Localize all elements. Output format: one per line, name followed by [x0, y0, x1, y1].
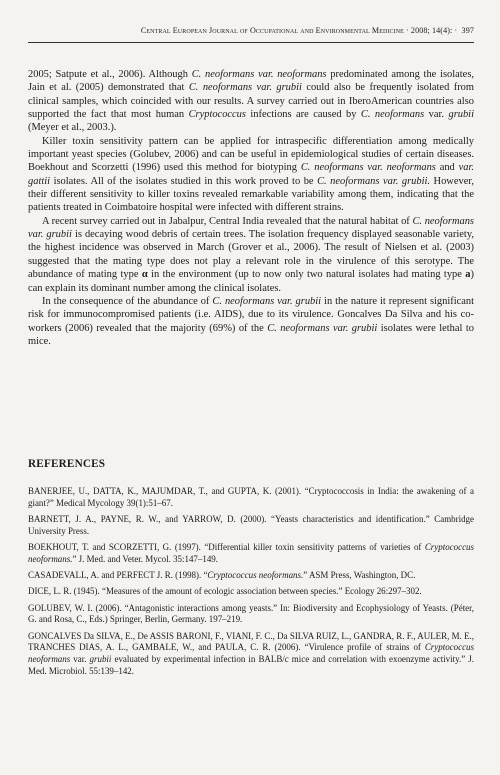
text-run: infections are caused by	[245, 109, 361, 121]
text-run: a	[465, 269, 471, 281]
text-run: could also be frequently isolated from clinical samples, which coincided with our results. A survey carried out in IberoAmerican countries also supported the fact that most human	[28, 82, 475, 121]
reference-list	[28, 486, 474, 682]
running-head	[28, 26, 474, 35]
text-run: GONCALVES Da SILVA, E., De ASSIS BARONI, F., VIANI, F. C., Da SILVA RUIZ, L., GANDRA, R. F., AULER, M. E., TRANCHES DIAS, A. L., GAMBALE, W., and PAULA, C. R. (2006). “Virulence profile of strains of	[28, 630, 474, 653]
italic-run: C. neoformans var. grubii.	[317, 175, 431, 187]
text-run: evaluated by experimental infection in BALB/c mice and correlation with exoenzyme activity.” J. Med. Microbiol. 55:139–142.	[28, 654, 474, 676]
italic-run: C. neoformans var. grubii	[188, 82, 302, 94]
text-run: and	[435, 162, 459, 174]
paragraph	[28, 215, 474, 295]
text-run: In the consequence of the abundance of	[42, 295, 213, 307]
text-run: GOLUBEV, W. I. (2006). “Antagonistic interactions among yeasts.” In: Biodiversity and Ecophysiology of Yeasts. (Péter, G. and Rosa, C., Eds.) Springer, Berlin, Germany. 197–219.	[28, 602, 474, 625]
italic-run: grubii	[448, 109, 474, 121]
reference-item	[28, 486, 474, 509]
italic-run: C. neoformans var. grubii	[267, 322, 378, 334]
text-run: ” J. Med. and Veter. Mycol. 35:147–149.	[72, 553, 218, 564]
reference-item	[28, 631, 474, 678]
paragraph	[28, 295, 474, 348]
reference-item	[28, 514, 474, 537]
body-text	[28, 68, 474, 348]
reference-item	[28, 603, 474, 626]
italic-run: Cryptococcus neoformans	[28, 642, 474, 664]
text-run: BOEKHOUT, T. and SCORZETTI, G. (1997). “Differential killer toxin sensitivity patterns of varieties of	[28, 542, 425, 552]
header-rule	[28, 42, 474, 43]
italic-run: var. gattii	[28, 162, 474, 187]
text-run: However, their different sensitivity to killer toxins revealed remarkable variability among them, indicating that the patients treated in Coimbatoire hospital were infected with different strains.	[28, 175, 474, 214]
text-run: predominated among the isolates, Jain et al. (2005) demonstrated that	[28, 69, 474, 94]
text-run: in the nature it represent significant risk for immunocompromised patients (i.e. AIDS), due to its virulence. Goncalves Da Silva and his co-workers (2006) revealed that the majority (69%) of the	[28, 295, 475, 334]
text-run: ) can explain its dominant number among the clinical isolates.	[28, 269, 474, 294]
text-run: var.	[424, 109, 449, 121]
text-run: Killer toxin sensitivity pattern can be applied for intraspecific differentiation among medically important yeast species (Golubev, 2006) and can be useful in epidemiological studies of certain diseases. Boekhout and Scorzetti (1996) used this method for biotyping	[28, 135, 474, 174]
paragraph	[28, 68, 474, 135]
references-heading: REFERENCES	[28, 458, 106, 470]
page-number: 397	[461, 26, 474, 35]
text-run: isolates. All of the isolates studied in this work proved to be	[50, 175, 318, 187]
text-run: BARNETT, J. A., PAYNE, R. W., and YARROW, D. (2000). “Yeasts characteristics and identification.” Cambridge University Press.	[28, 514, 474, 536]
italic-run: C. neoformans var. neoformans	[191, 69, 327, 80]
italic-run: Cryptococcus neoformans.	[207, 570, 304, 580]
text-run: DICE, L. R. (1945). “Measures of the amount of ecologic association between species.” Ecology 26:297–302.	[28, 586, 422, 597]
paragraph	[28, 135, 474, 215]
text-run: α	[141, 269, 148, 281]
text-run: BANERJEE, U., DATTA, K., MAJUMDAR, T., and GUPTA, K. (2001). “Cryptococcosis in India: the awakening of a giant?” Medical Mycology 39(1):51–67.	[28, 486, 474, 508]
text-run: isolates were lethal to mice.	[28, 322, 475, 347]
italic-run: C. neoformans	[360, 109, 425, 121]
text-run: CASADEVALL, A. and PERFECT J. R. (1998). “	[28, 570, 208, 580]
text-run: (Meyer et al., 2003.).	[28, 122, 117, 134]
italic-run: C. neoformans var. grubii	[28, 215, 474, 241]
italic-run: Cryptococcus neoformans.	[28, 542, 474, 564]
reference-item	[28, 570, 474, 582]
journal-title: Central European Journal of Occupational and Environmental Medicine	[140, 26, 404, 35]
text-run: A recent survey carried out in Jabalpur, Central India revealed that the natural habitat of	[42, 215, 413, 227]
italic-run: Cryptococcus	[188, 109, 246, 121]
text-run: 2005; Satpute et al., 2006). Although	[28, 69, 192, 80]
reference-item	[28, 542, 474, 565]
italic-run: grubii	[89, 654, 112, 664]
text-run: in the environment (up to now only two natural isolates had mating type	[147, 269, 466, 281]
issue-info: · 2008; 14(4): ·	[406, 26, 458, 35]
reference-item	[28, 586, 474, 598]
text-run: ” ASM Press, Washington, DC.	[303, 570, 416, 580]
text-run: var.	[70, 654, 90, 664]
italic-run: C. neoformans var. grubii	[212, 295, 322, 307]
text-run: is decaying wood debris of certain trees. The isolation frequency displayed seasonable variety, the highest incidence was observed in March (Grover et al., 2006). The result of Nielsen et al. (2003) suggested that the mating type does not play a relevant role in the virulence of this serotype. The abundance of mating type	[28, 229, 474, 281]
italic-run: C. neoformans var. neoformans	[300, 162, 436, 174]
